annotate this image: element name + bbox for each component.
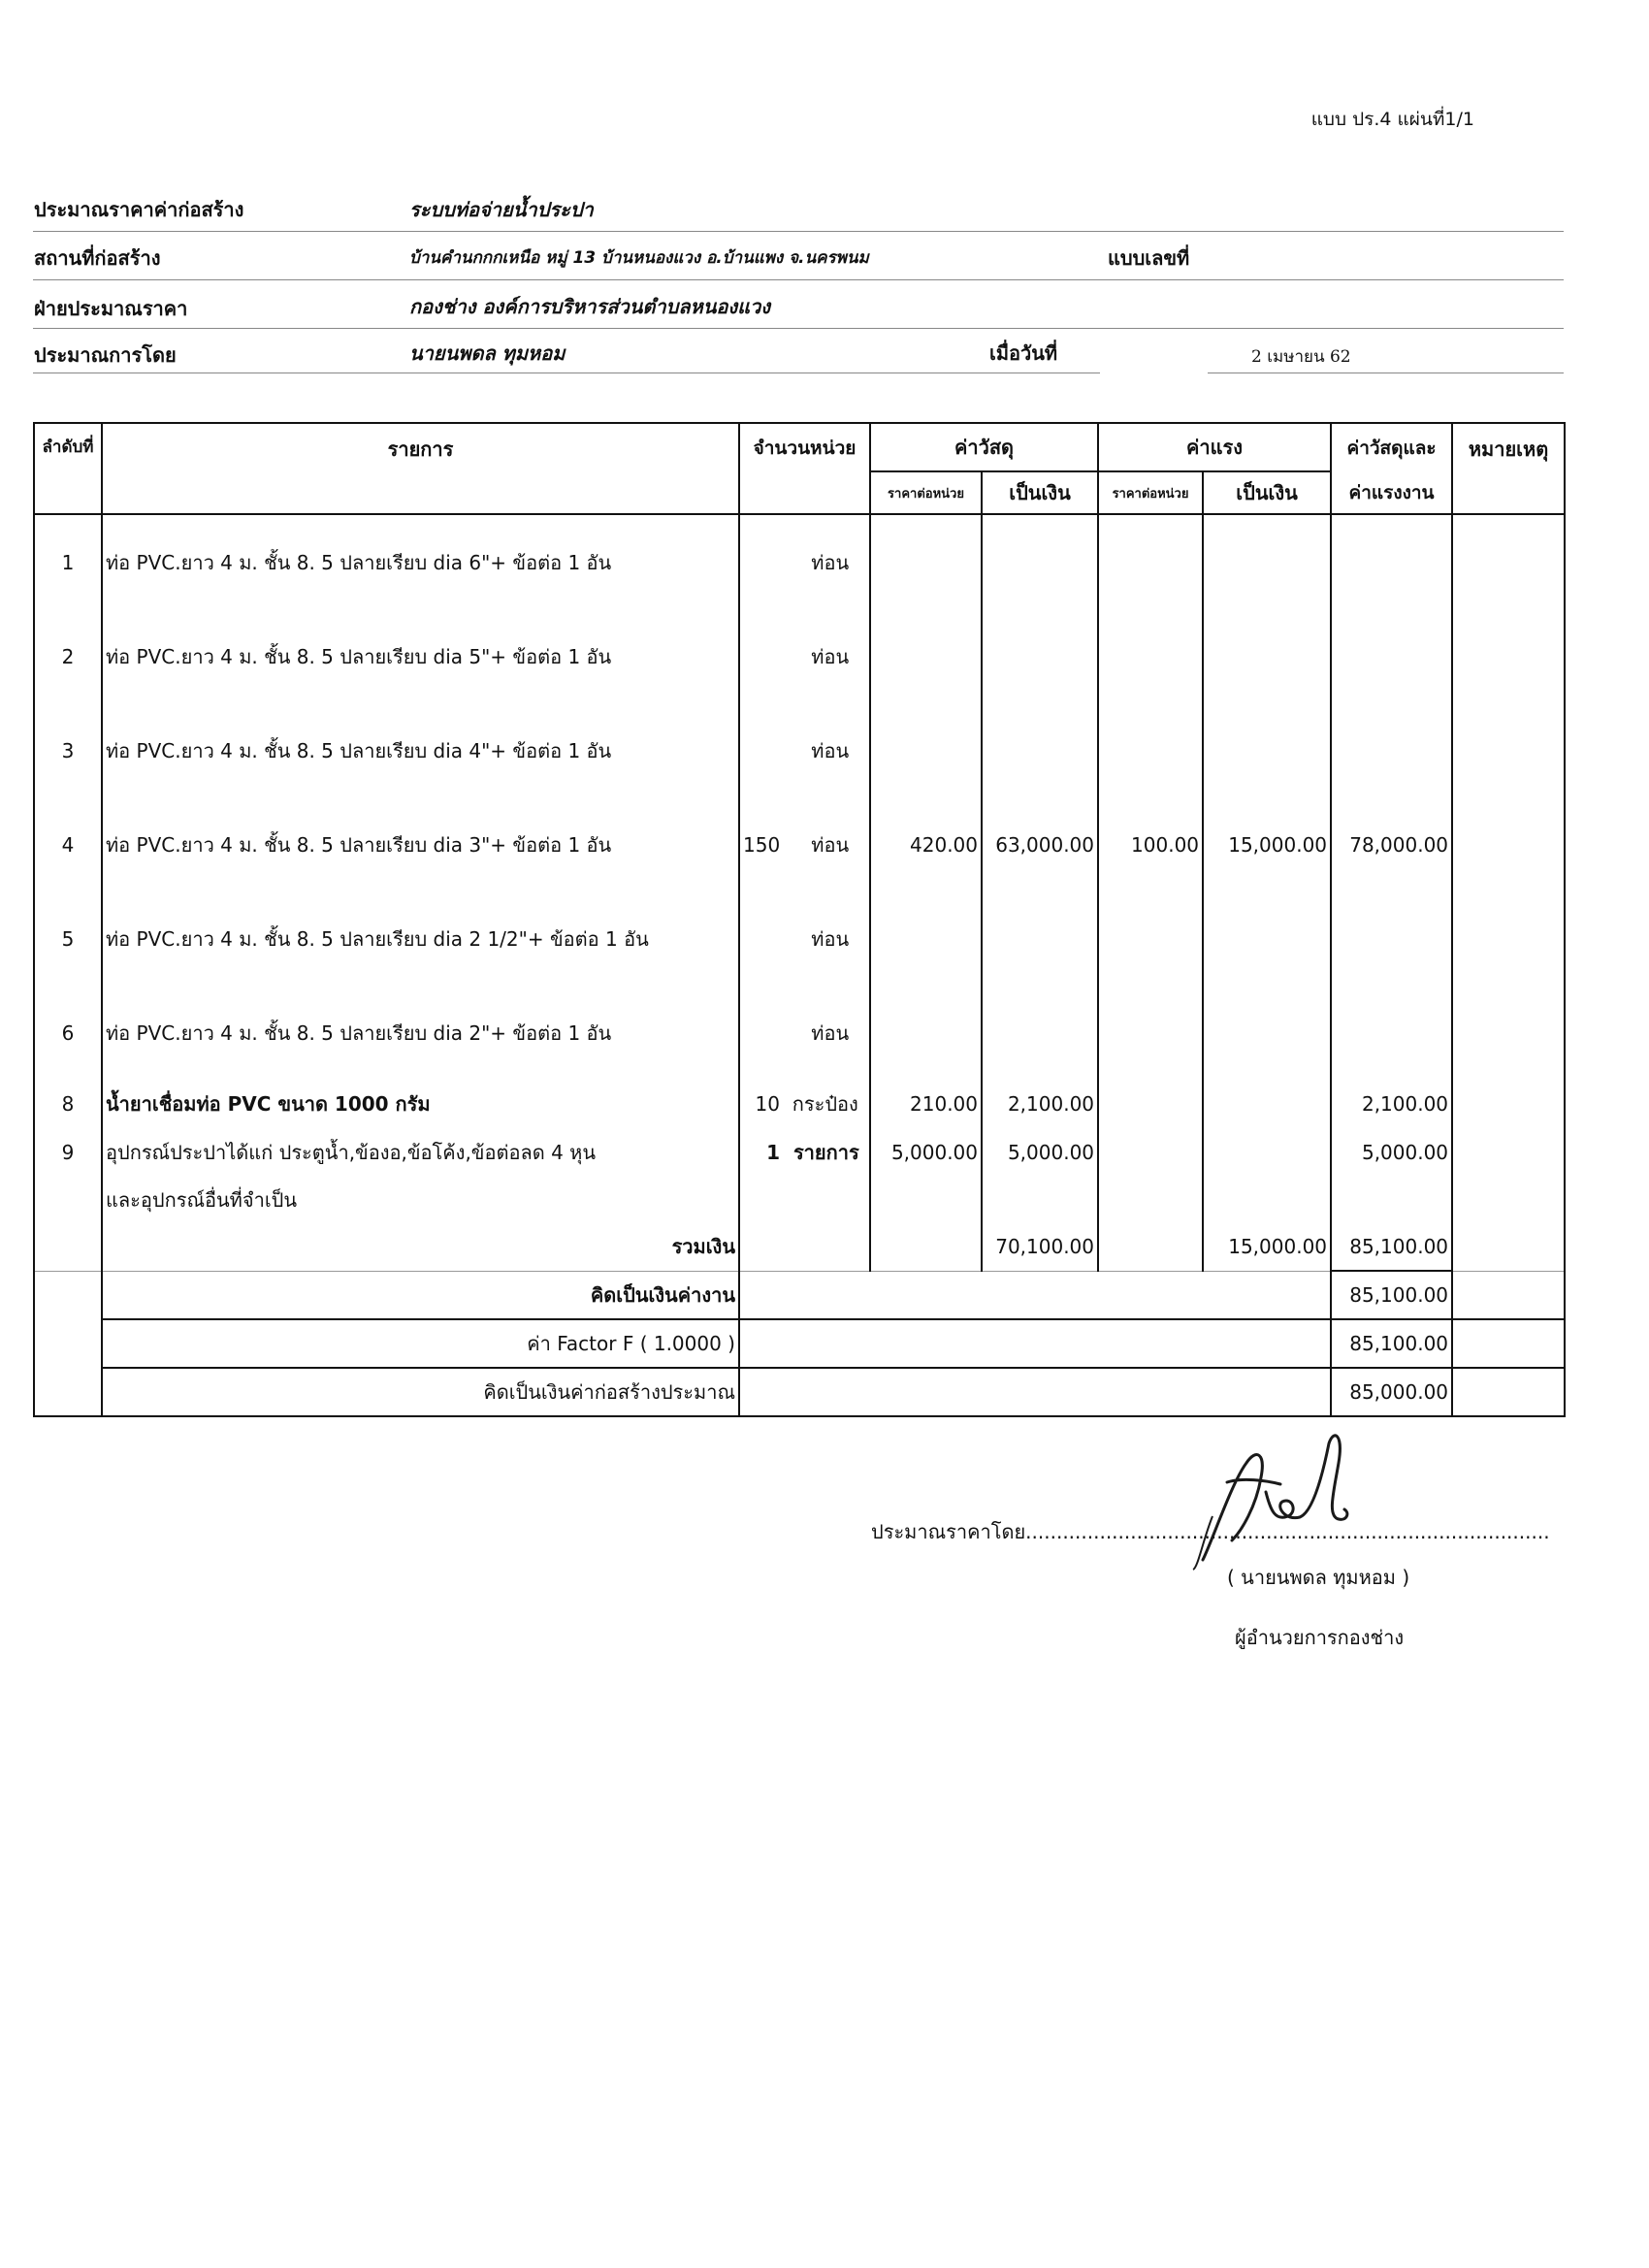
row-lab-price: [1098, 1128, 1203, 1177]
table-row: [34, 797, 1565, 891]
row-mat-amount: [982, 703, 1098, 797]
row-mat-price: [870, 609, 982, 703]
row-total: 2,100.00: [1331, 1080, 1452, 1128]
row-unit: ท่อน: [811, 644, 850, 668]
row-total: [1331, 514, 1452, 609]
col-labor-header: ค่าแรง: [1098, 423, 1331, 471]
row-lab-price: 100.00: [1098, 797, 1203, 891]
row-seq: 9: [34, 1128, 102, 1177]
row-mat-price: [870, 514, 982, 609]
row-remark: [1452, 609, 1565, 703]
row-qty-unit: [739, 797, 870, 891]
location-label: สถานที่ก่อสร้าง: [34, 246, 161, 270]
row-mat-amount: 5,000.00: [982, 1128, 1098, 1177]
row-qty-unit: [739, 891, 870, 986]
row-mat-price: [870, 891, 982, 986]
location-value: บ้านคำนกกกเหนือ หมู่ 13 บ้านหนองแวง อ.บ้านแพง จ.นครพนม: [409, 248, 869, 268]
row-total: [1331, 891, 1452, 986]
project-label: ประมาณราคาค่าก่อสร้าง: [34, 198, 244, 221]
row-remark: [1452, 1128, 1565, 1177]
sum-total: 85,100.00: [1331, 1223, 1452, 1271]
row-lab-amount: 15,000.00: [1203, 797, 1331, 891]
labor-cost-total: 85,100.00: [1331, 1271, 1452, 1319]
row-unit: ท่อน: [811, 1021, 850, 1045]
row-remark: [1452, 891, 1565, 986]
signature-line: ประมาณราคาโดย.....................................................................................: [871, 1520, 1550, 1543]
row-lab-price: [1098, 891, 1203, 986]
factor-total: 85,100.00: [1331, 1319, 1452, 1368]
row-mat-amount: [982, 891, 1098, 986]
sum-seq: [34, 1223, 102, 1271]
col-lab-amount: เป็นเงิน: [1203, 471, 1331, 514]
row-item: ท่อ PVC.ยาว 4 ม. ชั้น 8. 5 ปลายเรียบ dia 2 1/2"+ ข้อต่อ 1 อัน: [102, 891, 739, 986]
header-divider: [33, 328, 1564, 329]
row-item: อุปกรณ์ประปาได้แก่ ประตูน้ำ,ข้องอ,ข้อโค้ง,ข้อต่อลด 4 หุน: [102, 1128, 739, 1177]
row-qty-unit: [739, 514, 870, 609]
row-lab-price: [1098, 703, 1203, 797]
row-unit: ท่อน: [811, 832, 850, 857]
row-remark: [1452, 797, 1565, 891]
row-qty-unit: [739, 703, 870, 797]
row-seq: 4: [34, 797, 102, 891]
row-remark: [1452, 514, 1565, 609]
row-qty-unit: [739, 986, 870, 1080]
row-total: 78,000.00: [1331, 797, 1452, 891]
col-mat-amount: เป็นเงิน: [982, 471, 1098, 514]
table-row: [34, 609, 1565, 703]
row-mat-amount: 2,100.00: [982, 1080, 1098, 1128]
row-mat-amount: [982, 609, 1098, 703]
row-qty-unit: [739, 609, 870, 703]
estimator-value: นายนพดล ทุมหอม: [409, 341, 566, 365]
row-remark: [1452, 703, 1565, 797]
row-seq: 6: [34, 986, 102, 1080]
row-unit: กระป๋อง: [792, 1092, 858, 1116]
row-qty: 150: [743, 832, 781, 857]
row-lab-price: [1098, 986, 1203, 1080]
signer-name: ( นายนพดล ทุมหอม ): [1227, 1566, 1410, 1589]
row-lab-amount: [1203, 703, 1331, 797]
row-total: [1331, 703, 1452, 797]
row-seq: 3: [34, 703, 102, 797]
col-item-header: รายการ: [102, 423, 739, 514]
row-lab-amount: [1203, 514, 1331, 609]
row-lab-price: [1098, 609, 1203, 703]
date-value: 2 เมษายน 62: [1251, 347, 1351, 367]
row-seq: 1: [34, 514, 102, 609]
col-seq-header: ลำดับที่: [34, 423, 102, 514]
row-qty: 10: [755, 1092, 780, 1116]
row-lab-amount: [1203, 986, 1331, 1080]
final-total: 85,000.00: [1331, 1368, 1452, 1416]
row-unit: ท่อน: [811, 550, 850, 574]
header-divider: [33, 231, 1564, 232]
row-unit: รายการ: [792, 1141, 859, 1164]
row-item-continued: และอุปกรณ์อื่นที่จำเป็น: [102, 1177, 739, 1223]
row-mat-price: 5,000.00: [870, 1128, 982, 1177]
row-seq: 2: [34, 609, 102, 703]
col-total-header-bottom: ค่าแรงงาน: [1331, 471, 1452, 514]
row-remark: [1452, 1080, 1565, 1128]
row-mat-price: 210.00: [870, 1080, 982, 1128]
row-item: ท่อ PVC.ยาว 4 ม. ชั้น 8. 5 ปลายเรียบ dia 2"+ ข้อต่อ 1 อัน: [102, 986, 739, 1080]
sum-label: รวมเงิน: [102, 1223, 739, 1271]
row-unit: ท่อน: [811, 926, 850, 951]
factor-label: ค่า Factor F ( 1.0000 ): [102, 1319, 739, 1368]
row-mat-price: [870, 986, 982, 1080]
row-lab-amount: [1203, 1080, 1331, 1128]
estimate-table: [33, 422, 1566, 1417]
department-value: กองช่าง องค์การบริหารส่วนตำบลหนองแวง: [409, 295, 771, 318]
row-seq: [34, 1177, 102, 1223]
form-code: แบบ ปร.4 แผ่นที่1/1: [1310, 109, 1474, 130]
col-mat-unit-price: ราคาต่อหน่วย: [870, 471, 982, 514]
table-row: [34, 514, 1565, 609]
row-mat-price: [870, 703, 982, 797]
row-unit: ท่อน: [811, 738, 850, 762]
sum-lab-amount: 15,000.00: [1203, 1223, 1331, 1271]
header-divider: [33, 279, 1564, 280]
final-label: คิดเป็นเงินค่าก่อสร้างประมาณ: [102, 1368, 739, 1416]
row-item: น้ำยาเชื่อมท่อ PVC ขนาด 1000 กรัม: [102, 1080, 739, 1128]
signer-position: ผู้อำนวยการกองช่าง: [1235, 1626, 1405, 1649]
row-seq: 5: [34, 891, 102, 986]
row-remark: [1452, 986, 1565, 1080]
row-item: ท่อ PVC.ยาว 4 ม. ชั้น 8. 5 ปลายเรียบ dia 3"+ ข้อต่อ 1 อัน: [102, 797, 739, 891]
col-remark-header: หมายเหตุ: [1452, 423, 1565, 514]
date-label: เมื่อวันที่: [989, 341, 1058, 365]
row-item: ท่อ PVC.ยาว 4 ม. ชั้น 8. 5 ปลายเรียบ dia 6"+ ข้อต่อ 1 อัน: [102, 514, 739, 609]
estimator-label: ประมาณการโดย: [34, 343, 177, 367]
row-qty-unit: [739, 1080, 870, 1128]
sum-mat-amount: 70,100.00: [982, 1223, 1098, 1271]
row-lab-amount: [1203, 891, 1331, 986]
handwritten-signature: [1174, 1424, 1368, 1579]
row-lab-amount: [1203, 1128, 1331, 1177]
drawing-no-label: แบบเลขที่: [1108, 246, 1190, 270]
table-row: [34, 986, 1565, 1080]
row-total: 5,000.00: [1331, 1128, 1452, 1177]
row-total: [1331, 609, 1452, 703]
row-seq: 8: [34, 1080, 102, 1128]
row-mat-amount: [982, 986, 1098, 1080]
row-total: [1331, 986, 1452, 1080]
row-lab-price: [1098, 1080, 1203, 1128]
col-lab-unit-price: ราคาต่อหน่วย: [1098, 471, 1203, 514]
row-item: ท่อ PVC.ยาว 4 ม. ชั้น 8. 5 ปลายเรียบ dia 4"+ ข้อต่อ 1 อัน: [102, 703, 739, 797]
col-qty-header: จำนวนหน่วย: [739, 423, 870, 514]
row-lab-price: [1098, 514, 1203, 609]
col-material-header: ค่าวัสดุ: [870, 423, 1098, 471]
labor-cost-label: คิดเป็นเงินค่างาน: [102, 1271, 739, 1319]
department-label: ฝ่ายประมาณราคา: [34, 297, 188, 320]
row-lab-amount: [1203, 609, 1331, 703]
row-mat-amount: [982, 514, 1098, 609]
row-mat-price: 420.00: [870, 797, 982, 891]
table-row: [34, 891, 1565, 986]
row-item: ท่อ PVC.ยาว 4 ม. ชั้น 8. 5 ปลายเรียบ dia 5"+ ข้อต่อ 1 อัน: [102, 609, 739, 703]
row-mat-amount: 63,000.00: [982, 797, 1098, 891]
col-total-header-top: ค่าวัสดุและ: [1331, 423, 1452, 471]
project-value: ระบบท่อจ่ายน้ำประปา: [409, 198, 594, 221]
row-qty: 1: [766, 1141, 780, 1164]
table-row: [34, 703, 1565, 797]
row-qty-unit: [739, 1128, 870, 1177]
